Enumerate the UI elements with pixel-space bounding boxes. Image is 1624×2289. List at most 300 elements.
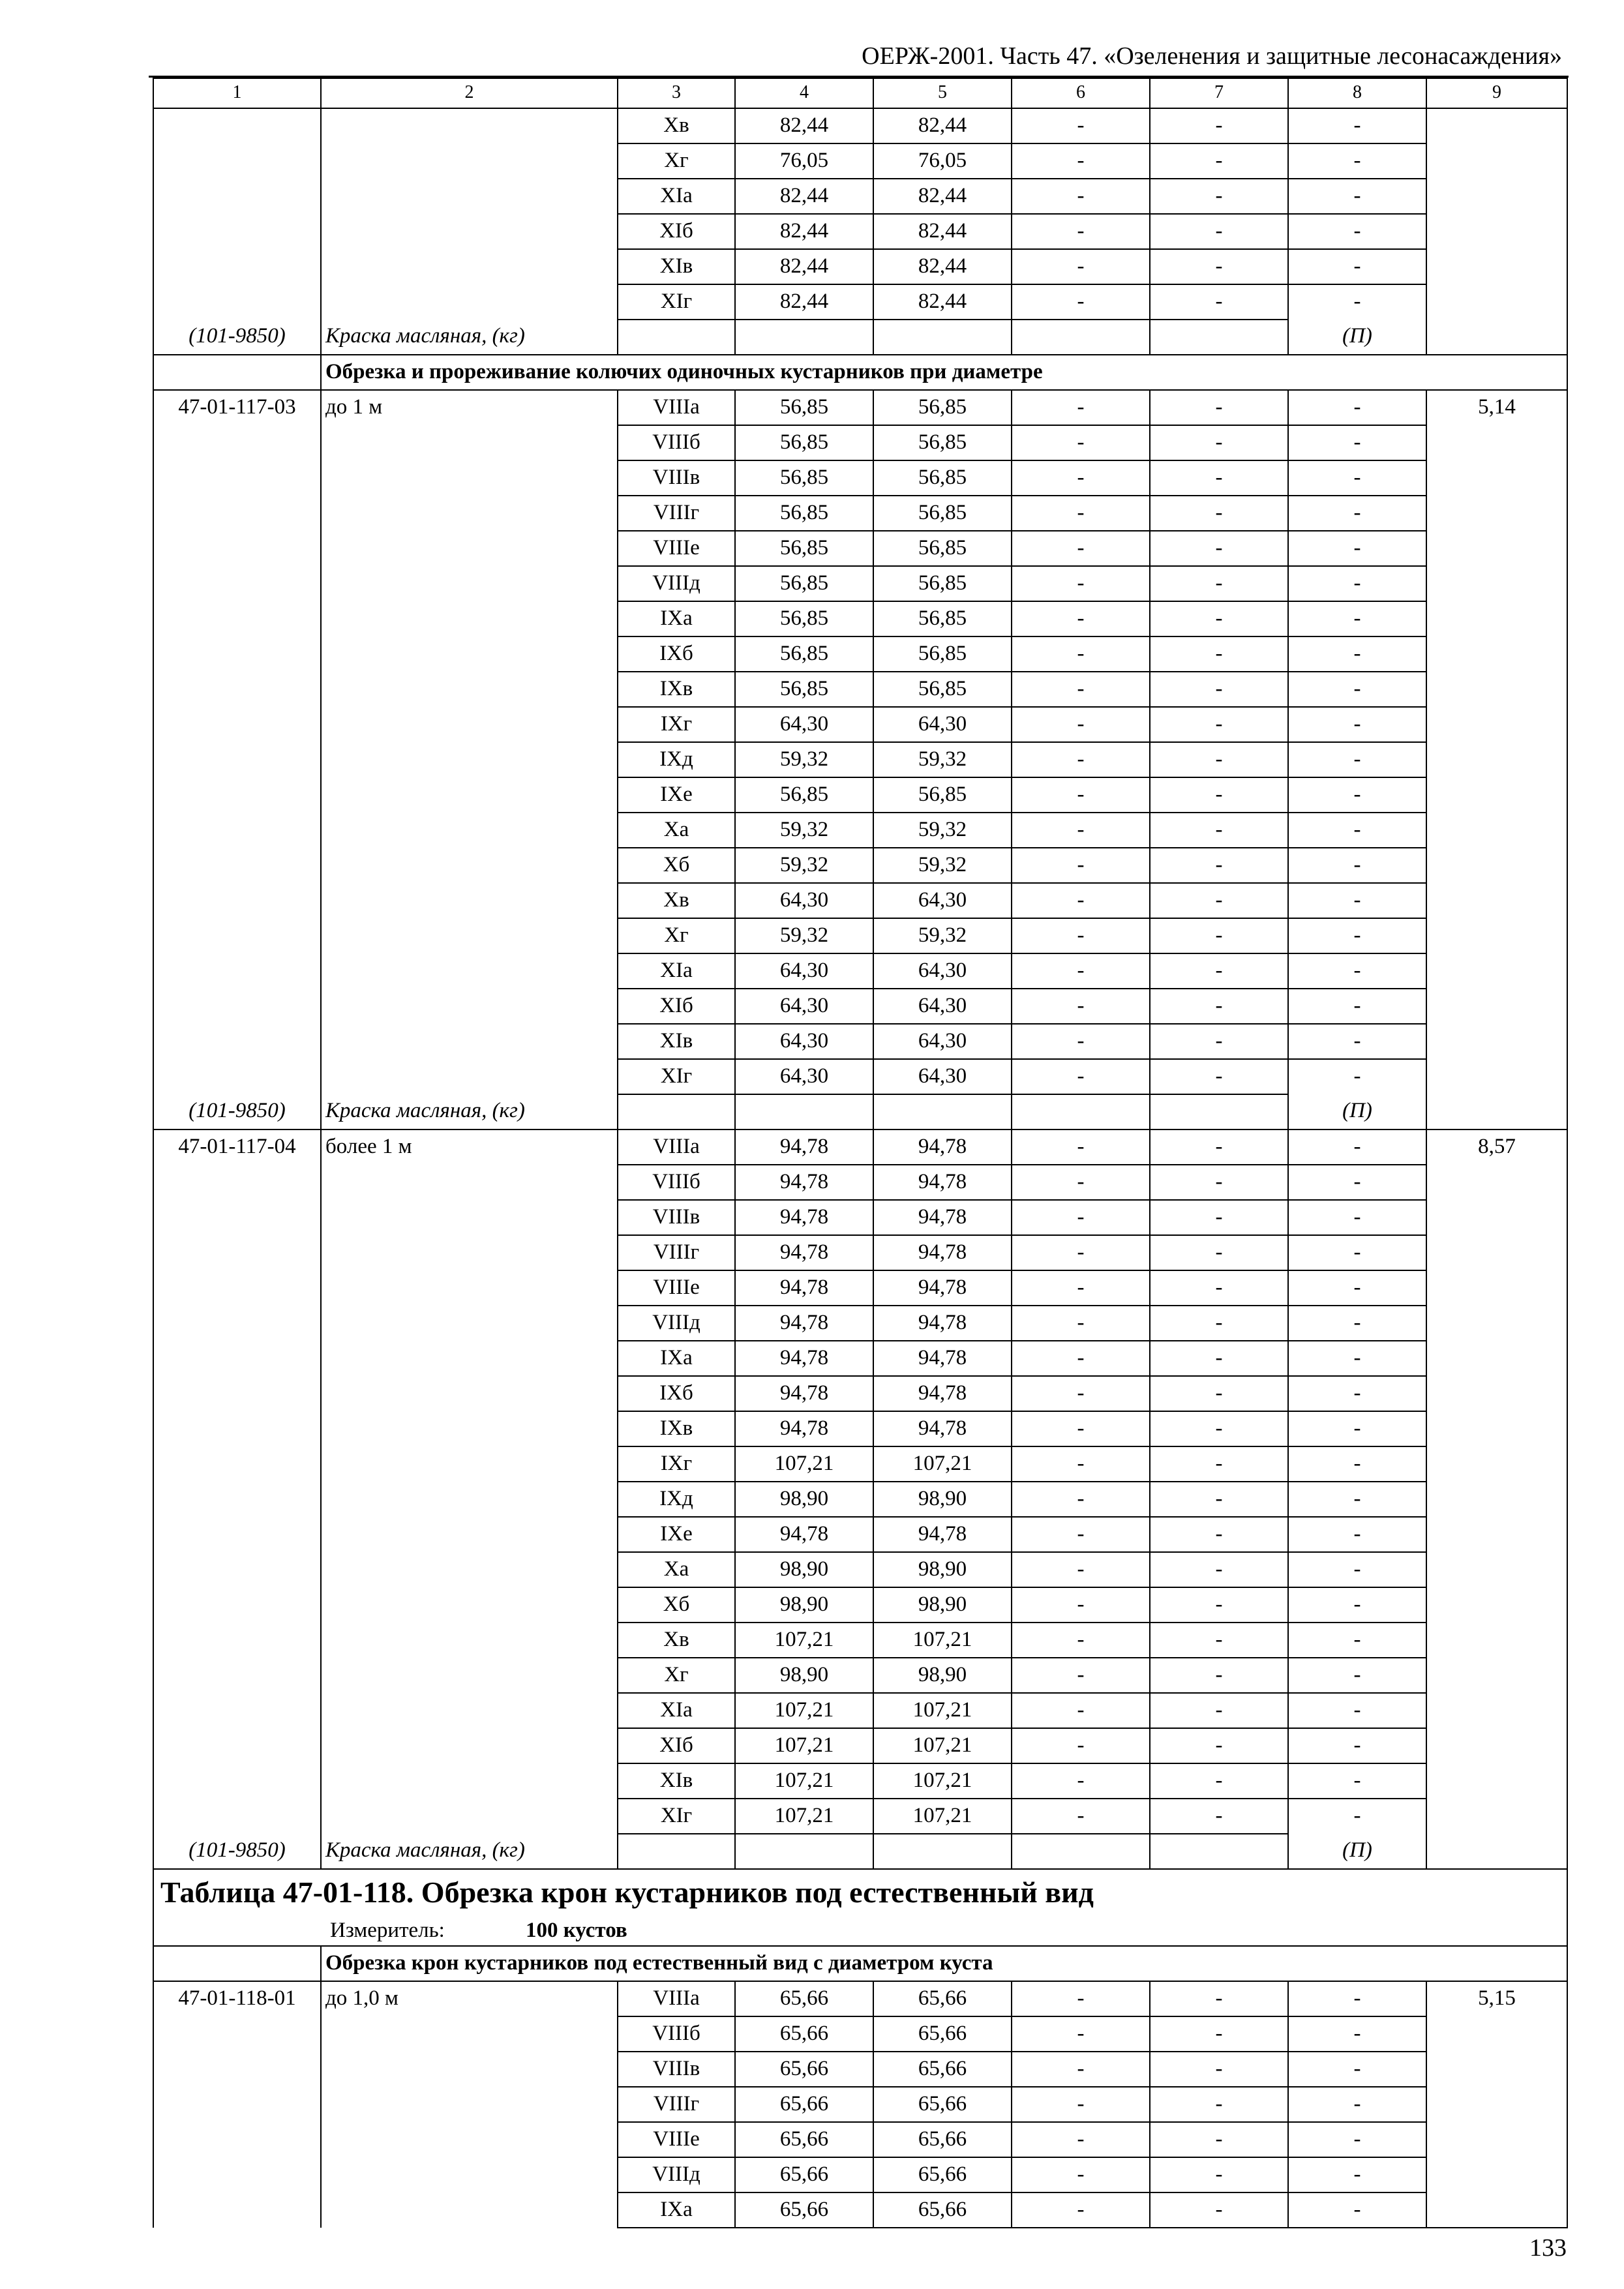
value-cell: 64,30	[735, 883, 873, 918]
material-note: (П)	[1288, 1834, 1426, 1869]
zone-cell: VIIIа	[618, 1130, 735, 1165]
material-note: (П)	[1288, 320, 1426, 355]
value-cell: 107,21	[735, 1693, 873, 1728]
dash-cell: -	[1288, 1623, 1426, 1658]
total-cell: 5,14	[1426, 390, 1567, 1130]
value-cell: 94,78	[735, 1165, 873, 1200]
value-cell: 65,66	[873, 2087, 1012, 2122]
section-title	[153, 1946, 1567, 1981]
zone-cell: VIIIб	[618, 425, 735, 460]
dash-cell: -	[1150, 1411, 1288, 1446]
dash-cell: -	[1150, 1517, 1288, 1552]
column-number-row	[153, 78, 1567, 108]
dash-cell: -	[1012, 1693, 1150, 1728]
dash-cell: -	[1012, 1165, 1150, 1200]
dash-cell: -	[1288, 1587, 1426, 1623]
dash-cell: -	[1150, 953, 1288, 989]
dash-cell: -	[1288, 1270, 1426, 1306]
dash-cell: -	[1150, 1799, 1288, 1834]
dash-cell: -	[1288, 2052, 1426, 2087]
dash-cell: -	[1288, 1728, 1426, 1763]
dash-cell: -	[1012, 2052, 1150, 2087]
dash-cell: -	[1288, 918, 1426, 953]
total-cell: 5,15	[1426, 1981, 1567, 2228]
dash-cell: -	[1012, 636, 1150, 672]
dash-cell: -	[1150, 672, 1288, 707]
value-cell: 64,30	[735, 707, 873, 742]
empty-cell	[735, 320, 873, 355]
dash-cell: -	[1012, 1658, 1150, 1693]
value-cell: 98,90	[873, 1482, 1012, 1517]
dash-cell: -	[1288, 1059, 1426, 1094]
dash-cell: -	[1288, 742, 1426, 777]
value-cell: 107,21	[735, 1728, 873, 1763]
dash-cell: -	[1288, 1799, 1426, 1834]
value-cell: 56,85	[735, 460, 873, 496]
dash-cell: -	[1012, 1799, 1150, 1834]
value-cell: 56,85	[735, 777, 873, 813]
code-cell: 47-01-117-03	[153, 390, 321, 1094]
zone-cell: VIIIв	[618, 1200, 735, 1235]
material-name: Краска масляная, (кг)	[321, 1094, 618, 1130]
value-cell: 107,21	[735, 1623, 873, 1658]
dash-cell: -	[1288, 390, 1426, 425]
dash-cell: -	[1150, 1482, 1288, 1517]
dash-cell: -	[1288, 1552, 1426, 1587]
dash-cell: -	[1012, 672, 1150, 707]
value-cell: 64,30	[735, 953, 873, 989]
material-code: (101-9850)	[153, 320, 321, 355]
empty-cell	[735, 1094, 873, 1130]
value-cell: 82,44	[873, 249, 1012, 284]
value-cell: 107,21	[873, 1799, 1012, 1834]
value-cell: 56,85	[873, 496, 1012, 531]
empty-cell	[873, 1094, 1012, 1130]
dash-cell: -	[1012, 249, 1150, 284]
dash-cell: -	[1150, 214, 1288, 249]
dash-cell: -	[1012, 1024, 1150, 1059]
dash-cell: -	[1012, 2016, 1150, 2052]
zone-cell: Xа	[618, 1552, 735, 1587]
table-row	[153, 390, 1567, 425]
empty-cell	[873, 320, 1012, 355]
dash-cell: -	[1150, 1235, 1288, 1270]
value-cell: 59,32	[735, 918, 873, 953]
dash-cell: -	[1150, 2192, 1288, 2228]
dash-cell: -	[1150, 2087, 1288, 2122]
value-cell: 94,78	[873, 1130, 1012, 1165]
value-cell: 56,85	[735, 566, 873, 601]
dash-cell: -	[1012, 601, 1150, 636]
meter-label: Измеритель:	[330, 1919, 445, 1942]
dash-cell: -	[1150, 1658, 1288, 1693]
section-title	[153, 355, 1567, 390]
zone-cell: VIIIб	[618, 2016, 735, 2052]
dash-cell: -	[1288, 1235, 1426, 1270]
value-cell: 65,66	[873, 2052, 1012, 2087]
value-cell: 94,78	[873, 1411, 1012, 1446]
value-cell: 82,44	[735, 108, 873, 143]
value-cell: 107,21	[873, 1446, 1012, 1482]
value-cell: 56,85	[873, 601, 1012, 636]
value-cell: 65,66	[873, 2016, 1012, 2052]
zone-cell: VIIIе	[618, 2122, 735, 2157]
zone-cell: XIа	[618, 179, 735, 214]
value-cell: 76,05	[873, 143, 1012, 179]
dash-cell: -	[1288, 531, 1426, 566]
empty-cell	[153, 1946, 321, 1981]
dash-cell: -	[1288, 1341, 1426, 1376]
dash-cell: -	[1012, 214, 1150, 249]
material-code: (101-9850)	[153, 1094, 321, 1130]
dash-cell: -	[1012, 566, 1150, 601]
dash-cell: -	[1150, 1693, 1288, 1728]
dash-cell: -	[1288, 2087, 1426, 2122]
dash-cell: -	[1288, 1024, 1426, 1059]
dash-cell: -	[1288, 214, 1426, 249]
dash-cell: -	[1150, 249, 1288, 284]
value-cell: 82,44	[735, 214, 873, 249]
dash-cell: -	[1150, 707, 1288, 742]
meter-row	[153, 1915, 1567, 1946]
zone-cell: IXб	[618, 636, 735, 672]
value-cell: 59,32	[735, 813, 873, 848]
value-cell: 59,32	[873, 742, 1012, 777]
zone-cell: IXе	[618, 777, 735, 813]
dash-cell: -	[1012, 179, 1150, 214]
value-cell: 65,66	[735, 2016, 873, 2052]
value-cell: 56,85	[735, 425, 873, 460]
empty-cell	[873, 1834, 1012, 1869]
dash-cell: -	[1288, 1693, 1426, 1728]
dash-cell: -	[1288, 1411, 1426, 1446]
dash-cell: -	[1150, 1728, 1288, 1763]
value-cell: 94,78	[735, 1376, 873, 1411]
value-cell: 107,21	[873, 1728, 1012, 1763]
dash-cell: -	[1150, 566, 1288, 601]
dash-cell: -	[1150, 848, 1288, 883]
dash-cell: -	[1288, 496, 1426, 531]
dash-cell: -	[1288, 989, 1426, 1024]
material-code: (101-9850)	[153, 1834, 321, 1869]
zone-cell: Xв	[618, 108, 735, 143]
dash-cell: -	[1012, 1376, 1150, 1411]
value-cell: 56,85	[873, 425, 1012, 460]
zone-cell: IXе	[618, 1517, 735, 1552]
dash-cell: -	[1288, 1763, 1426, 1799]
zone-cell: XIа	[618, 953, 735, 989]
value-cell: 64,30	[873, 1059, 1012, 1094]
page-header	[149, 38, 1569, 78]
desc-cell: до 1 м	[321, 390, 618, 1094]
desc-cell	[321, 108, 618, 320]
rates-table	[153, 78, 1568, 2228]
code-cell: 47-01-117-04	[153, 1130, 321, 1834]
zone-cell: XIг	[618, 1059, 735, 1094]
total-cell	[1426, 108, 1567, 355]
code-cell	[153, 108, 321, 320]
material-name: Краска масляная, (кг)	[321, 320, 618, 355]
zone-cell: Xв	[618, 1623, 735, 1658]
dash-cell: -	[1012, 496, 1150, 531]
dash-cell: -	[1150, 2122, 1288, 2157]
value-cell: 98,90	[873, 1552, 1012, 1587]
value-cell: 65,66	[873, 2122, 1012, 2157]
material-note: (П)	[1288, 1094, 1426, 1130]
zone-cell: Xг	[618, 143, 735, 179]
dash-cell: -	[1150, 813, 1288, 848]
column-number: 7	[1150, 78, 1288, 108]
dash-cell: -	[1150, 1059, 1288, 1094]
value-cell: 94,78	[735, 1235, 873, 1270]
value-cell: 94,78	[735, 1270, 873, 1306]
value-cell: 98,90	[873, 1587, 1012, 1623]
dash-cell: -	[1150, 390, 1288, 425]
dash-cell: -	[1288, 2016, 1426, 2052]
dash-cell: -	[1150, 601, 1288, 636]
dash-cell: -	[1288, 777, 1426, 813]
value-cell: 107,21	[735, 1763, 873, 1799]
desc-cell: более 1 м	[321, 1130, 618, 1834]
zone-cell: IXв	[618, 1411, 735, 1446]
zone-cell: IXг	[618, 707, 735, 742]
value-cell: 65,66	[735, 2122, 873, 2157]
table-row	[153, 1130, 1567, 1165]
zone-cell: VIIIд	[618, 1306, 735, 1341]
empty-cell	[618, 1094, 735, 1130]
column-number: 9	[1426, 78, 1567, 108]
dash-cell: -	[1150, 143, 1288, 179]
material-row	[153, 1834, 1567, 1869]
value-cell: 82,44	[873, 284, 1012, 320]
value-cell: 94,78	[735, 1517, 873, 1552]
dash-cell: -	[1150, 1341, 1288, 1376]
dash-cell: -	[1288, 1130, 1426, 1165]
dash-cell: -	[1288, 1981, 1426, 2016]
dash-cell: -	[1288, 2192, 1426, 2228]
empty-cell	[1012, 320, 1150, 355]
dash-cell: -	[1150, 1376, 1288, 1411]
dash-cell: -	[1012, 1411, 1150, 1446]
zone-cell: Xг	[618, 1658, 735, 1693]
dash-cell: -	[1012, 1728, 1150, 1763]
zone-cell: Xб	[618, 848, 735, 883]
empty-cell	[618, 1834, 735, 1869]
dash-cell: -	[1288, 601, 1426, 636]
value-cell: 64,30	[735, 1059, 873, 1094]
value-cell: 64,30	[873, 1024, 1012, 1059]
dash-cell: -	[1150, 1130, 1288, 1165]
value-cell: 65,66	[735, 2157, 873, 2192]
zone-cell: XIв	[618, 1024, 735, 1059]
dash-cell: -	[1288, 1306, 1426, 1341]
dash-cell: -	[1012, 1981, 1150, 2016]
empty-cell	[1150, 320, 1288, 355]
dash-cell: -	[1150, 1587, 1288, 1623]
zone-cell: VIIIв	[618, 460, 735, 496]
value-cell: 56,85	[873, 566, 1012, 601]
dash-cell: -	[1012, 143, 1150, 179]
value-cell: 65,66	[735, 2052, 873, 2087]
dash-cell: -	[1150, 918, 1288, 953]
dash-cell: -	[1012, 1763, 1150, 1799]
zone-cell: VIIIд	[618, 2157, 735, 2192]
dash-cell: -	[1288, 883, 1426, 918]
dash-cell: -	[1150, 2052, 1288, 2087]
zone-cell: Xг	[618, 918, 735, 953]
value-cell: 59,32	[735, 848, 873, 883]
dash-cell: -	[1012, 108, 1150, 143]
dash-cell: -	[1150, 1270, 1288, 1306]
dash-cell: -	[1288, 707, 1426, 742]
empty-cell	[735, 1834, 873, 1869]
value-cell: 56,85	[873, 390, 1012, 425]
dash-cell: -	[1288, 284, 1426, 320]
value-cell: 64,30	[735, 989, 873, 1024]
dash-cell: -	[1150, 1763, 1288, 1799]
dash-cell: -	[1012, 1623, 1150, 1658]
zone-cell: XIб	[618, 214, 735, 249]
zone-cell: VIIIа	[618, 1981, 735, 2016]
zone-cell: VIIIд	[618, 566, 735, 601]
zone-cell: IXг	[618, 1446, 735, 1482]
dash-cell: -	[1012, 1059, 1150, 1094]
dash-cell: -	[1012, 531, 1150, 566]
zone-cell: VIIIв	[618, 2052, 735, 2087]
empty-cell	[153, 355, 321, 390]
value-cell: 107,21	[873, 1693, 1012, 1728]
value-cell: 98,90	[873, 1658, 1012, 1693]
dash-cell: -	[1012, 425, 1150, 460]
value-cell: 65,66	[873, 1981, 1012, 2016]
zone-cell: IXд	[618, 1482, 735, 1517]
dash-cell: -	[1288, 1482, 1426, 1517]
dash-cell: -	[1288, 1658, 1426, 1693]
zone-cell: IXа	[618, 1341, 735, 1376]
dash-cell: -	[1150, 1306, 1288, 1341]
value-cell: 94,78	[873, 1165, 1012, 1200]
zone-cell: VIIIг	[618, 1235, 735, 1270]
dash-cell: -	[1150, 1446, 1288, 1482]
dash-cell: -	[1288, 179, 1426, 214]
value-cell: 59,32	[873, 848, 1012, 883]
value-cell: 107,21	[735, 1799, 873, 1834]
value-cell: 98,90	[735, 1658, 873, 1693]
column-number: 2	[321, 78, 618, 108]
table-row	[153, 108, 1567, 143]
column-number: 8	[1288, 78, 1426, 108]
dash-cell: -	[1012, 2087, 1150, 2122]
value-cell: 56,85	[735, 672, 873, 707]
value-cell: 64,30	[873, 953, 1012, 989]
value-cell: 56,85	[873, 672, 1012, 707]
value-cell: 64,30	[873, 883, 1012, 918]
value-cell: 82,44	[735, 179, 873, 214]
dash-cell: -	[1150, 1200, 1288, 1235]
value-cell: 64,30	[873, 707, 1012, 742]
dash-cell: -	[1012, 989, 1150, 1024]
dash-cell: -	[1012, 1200, 1150, 1235]
value-cell: 56,85	[735, 531, 873, 566]
zone-cell: VIIIг	[618, 496, 735, 531]
dash-cell: -	[1012, 707, 1150, 742]
value-cell: 94,78	[873, 1341, 1012, 1376]
dash-cell: -	[1012, 2192, 1150, 2228]
dash-cell: -	[1288, 636, 1426, 672]
dash-cell: -	[1150, 284, 1288, 320]
dash-cell: -	[1012, 2157, 1150, 2192]
value-cell: 65,66	[735, 1981, 873, 2016]
dash-cell: -	[1288, 460, 1426, 496]
value-cell: 65,66	[873, 2157, 1012, 2192]
dash-cell: -	[1012, 2122, 1150, 2157]
dash-cell: -	[1012, 284, 1150, 320]
dash-cell: -	[1288, 1446, 1426, 1482]
value-cell: 107,21	[735, 1446, 873, 1482]
dash-cell: -	[1288, 813, 1426, 848]
material-row	[153, 1094, 1567, 1130]
value-cell: 82,44	[735, 249, 873, 284]
value-cell: 82,44	[873, 214, 1012, 249]
dash-cell: -	[1012, 1341, 1150, 1376]
value-cell: 59,32	[873, 918, 1012, 953]
zone-cell: XIв	[618, 249, 735, 284]
meter-cell	[153, 1915, 1567, 1946]
dash-cell: -	[1288, 425, 1426, 460]
value-cell: 76,05	[735, 143, 873, 179]
value-cell: 98,90	[735, 1552, 873, 1587]
dash-cell: -	[1150, 1552, 1288, 1587]
zone-cell: Xв	[618, 883, 735, 918]
zone-cell: IXв	[618, 672, 735, 707]
dash-cell: -	[1150, 777, 1288, 813]
dash-cell: -	[1150, 460, 1288, 496]
dash-cell: -	[1012, 918, 1150, 953]
zone-cell: XIб	[618, 1728, 735, 1763]
dash-cell: -	[1150, 1981, 1288, 2016]
dash-cell: -	[1012, 848, 1150, 883]
zone-cell: IXа	[618, 2192, 735, 2228]
value-cell: 65,66	[873, 2192, 1012, 2228]
dash-cell: -	[1288, 108, 1426, 143]
empty-cell	[1012, 1834, 1150, 1869]
zone-cell: XIа	[618, 1693, 735, 1728]
value-cell: 64,30	[873, 989, 1012, 1024]
dash-cell: -	[1012, 1235, 1150, 1270]
material-name: Краска масляная, (кг)	[321, 1834, 618, 1869]
total-cell: 8,57	[1426, 1130, 1567, 1869]
value-cell: 107,21	[873, 1763, 1012, 1799]
zone-cell: XIг	[618, 284, 735, 320]
dash-cell: -	[1288, 2157, 1426, 2192]
dash-cell: -	[1012, 1130, 1150, 1165]
zone-cell: VIIIе	[618, 1270, 735, 1306]
zone-cell: XIв	[618, 1763, 735, 1799]
value-cell: 59,32	[735, 742, 873, 777]
dash-cell: -	[1012, 460, 1150, 496]
zone-cell: VIIIб	[618, 1165, 735, 1200]
empty-cell	[1150, 1834, 1288, 1869]
desc-cell: до 1,0 м	[321, 1981, 618, 2228]
value-cell: 82,44	[735, 284, 873, 320]
table-title: Таблица 47-01-118. Обрезка крон кустарников под естественный вид	[153, 1869, 1567, 1915]
value-cell: 94,78	[873, 1517, 1012, 1552]
empty-cell	[1012, 1094, 1150, 1130]
value-cell: 98,90	[735, 1482, 873, 1517]
value-cell: 94,78	[873, 1306, 1012, 1341]
value-cell: 65,66	[735, 2087, 873, 2122]
dash-cell: -	[1012, 1482, 1150, 1517]
